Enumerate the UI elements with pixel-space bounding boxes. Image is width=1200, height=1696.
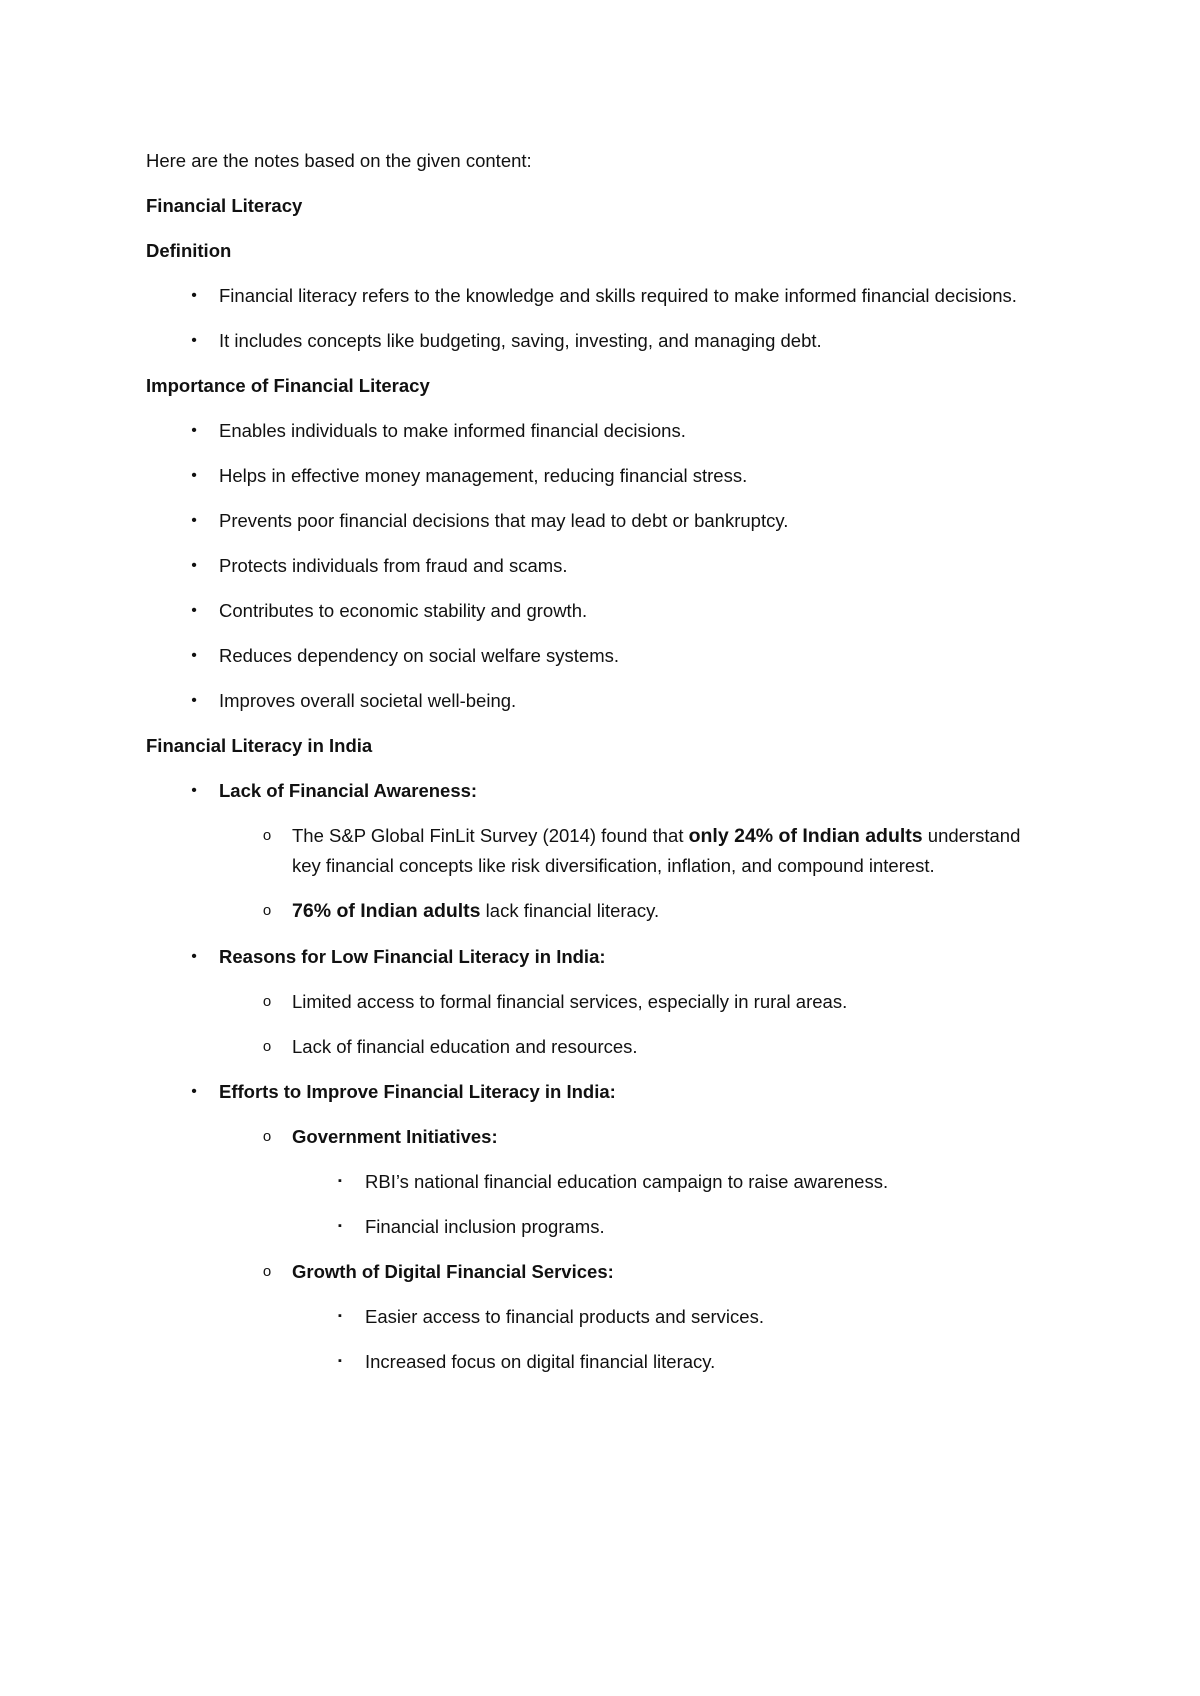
list-item (292, 1302, 1050, 1331)
list-item-text: Enables individuals to make informed financial decisions. (219, 420, 686, 441)
definition-heading: Definition (146, 240, 232, 261)
list-item (146, 326, 1050, 355)
list-item-text: Lack of financial education and resources. (292, 1036, 638, 1057)
list-item (146, 942, 1050, 1061)
list-item-text: RBI’s national financial education campaign to raise awareness. (365, 1171, 889, 1192)
circle-bullet-icon: o (262, 827, 272, 844)
bullet-icon: • (191, 557, 197, 574)
india-heading: Financial Literacy in India (146, 735, 373, 756)
bullet-icon: • (191, 287, 197, 304)
list-item-text: Easier access to financial products and services. (365, 1306, 764, 1327)
bullet-icon: • (191, 948, 197, 965)
circle-bullet-icon: o (262, 1263, 272, 1280)
list-item-text: It includes concepts like budgeting, saving, investing, and managing debt. (219, 330, 822, 351)
list-item (146, 1077, 1050, 1376)
list-item (219, 1122, 1050, 1241)
list-item-text: Protects individuals from fraud and scams. (219, 555, 568, 576)
bullet-icon: • (191, 782, 197, 799)
bullet-icon: • (191, 467, 197, 484)
list-item (219, 896, 1050, 926)
survey-text-end: understand key financial concepts like risk diversification, inflation, and compound interest. (292, 825, 1021, 876)
list-item (146, 776, 1050, 926)
list-item-text: Helps in effective money management, reducing financial stress. (219, 465, 748, 486)
efforts-sublist (219, 1122, 1050, 1376)
list-item-text: Limited access to formal financial services, especially in rural areas. (292, 991, 848, 1012)
awareness-sublist (219, 821, 1050, 926)
list-item-text: Financial literacy refers to the knowledge and skills required to make informed financial decisions. (219, 285, 1017, 306)
government-sublist (292, 1167, 1050, 1241)
survey-highlight: only 24% of Indian adults (688, 825, 923, 847)
square-bullet-icon: ▪ (338, 1310, 342, 1322)
digital-sublist (292, 1302, 1050, 1376)
stat-text: lack financial literacy. (480, 900, 660, 921)
list-item (219, 987, 1050, 1016)
stat-highlight: 76% of Indian adults (292, 900, 481, 922)
list-item (146, 641, 1050, 670)
list-item-text: Increased focus on digital financial literacy. (365, 1351, 716, 1372)
square-bullet-icon: ▪ (338, 1175, 342, 1187)
list-item (146, 596, 1050, 625)
awareness-label: Lack of Financial Awareness: (219, 780, 478, 801)
importance-list (146, 416, 1050, 715)
digital-label: Growth of Digital Financial Services: (292, 1261, 614, 1282)
bullet-icon: • (191, 602, 197, 619)
bullet-icon: • (191, 647, 197, 664)
list-item (292, 1167, 1050, 1196)
list-item-text: Reduces dependency on social welfare systems. (219, 645, 620, 666)
square-bullet-icon: ▪ (338, 1220, 342, 1232)
list-item-text: Improves overall societal well-being. (219, 690, 517, 711)
list-item (219, 1257, 1050, 1376)
list-item (292, 1347, 1050, 1376)
india-list (146, 776, 1050, 1376)
document-title: Financial Literacy (146, 195, 303, 216)
intro-text: Here are the notes based on the given content: (146, 150, 532, 171)
square-bullet-icon: ▪ (338, 1355, 342, 1367)
survey-text-start: The S&P Global FinLit Survey (2014) found that (292, 825, 689, 846)
bullet-icon: • (191, 422, 197, 439)
list-item (146, 506, 1050, 535)
bullet-icon: • (191, 332, 197, 349)
government-label: Government Initiatives: (292, 1126, 498, 1147)
importance-heading: Importance of Financial Literacy (146, 375, 430, 396)
circle-bullet-icon: o (262, 1128, 272, 1145)
list-item (146, 461, 1050, 490)
list-item-text: Prevents poor financial decisions that may lead to debt or bankruptcy. (219, 510, 789, 531)
list-item (219, 821, 1050, 880)
circle-bullet-icon: o (262, 993, 272, 1010)
circle-bullet-icon: o (262, 1038, 272, 1055)
list-item (219, 1032, 1050, 1061)
definition-list (146, 281, 1050, 355)
list-item (146, 281, 1050, 310)
list-item-text: Contributes to economic stability and growth. (219, 600, 588, 621)
efforts-label: Efforts to Improve Financial Literacy in India: (219, 1081, 616, 1102)
bullet-icon: • (191, 512, 197, 529)
bullet-icon: • (191, 1083, 197, 1100)
circle-bullet-icon: o (262, 902, 272, 919)
reasons-sublist (219, 987, 1050, 1061)
list-item (292, 1212, 1050, 1241)
list-item (146, 551, 1050, 580)
list-item (146, 416, 1050, 445)
list-item (146, 686, 1050, 715)
reasons-label: Reasons for Low Financial Literacy in India: (219, 946, 606, 967)
bullet-icon: • (191, 692, 197, 709)
list-item-text: Financial inclusion programs. (365, 1216, 605, 1237)
